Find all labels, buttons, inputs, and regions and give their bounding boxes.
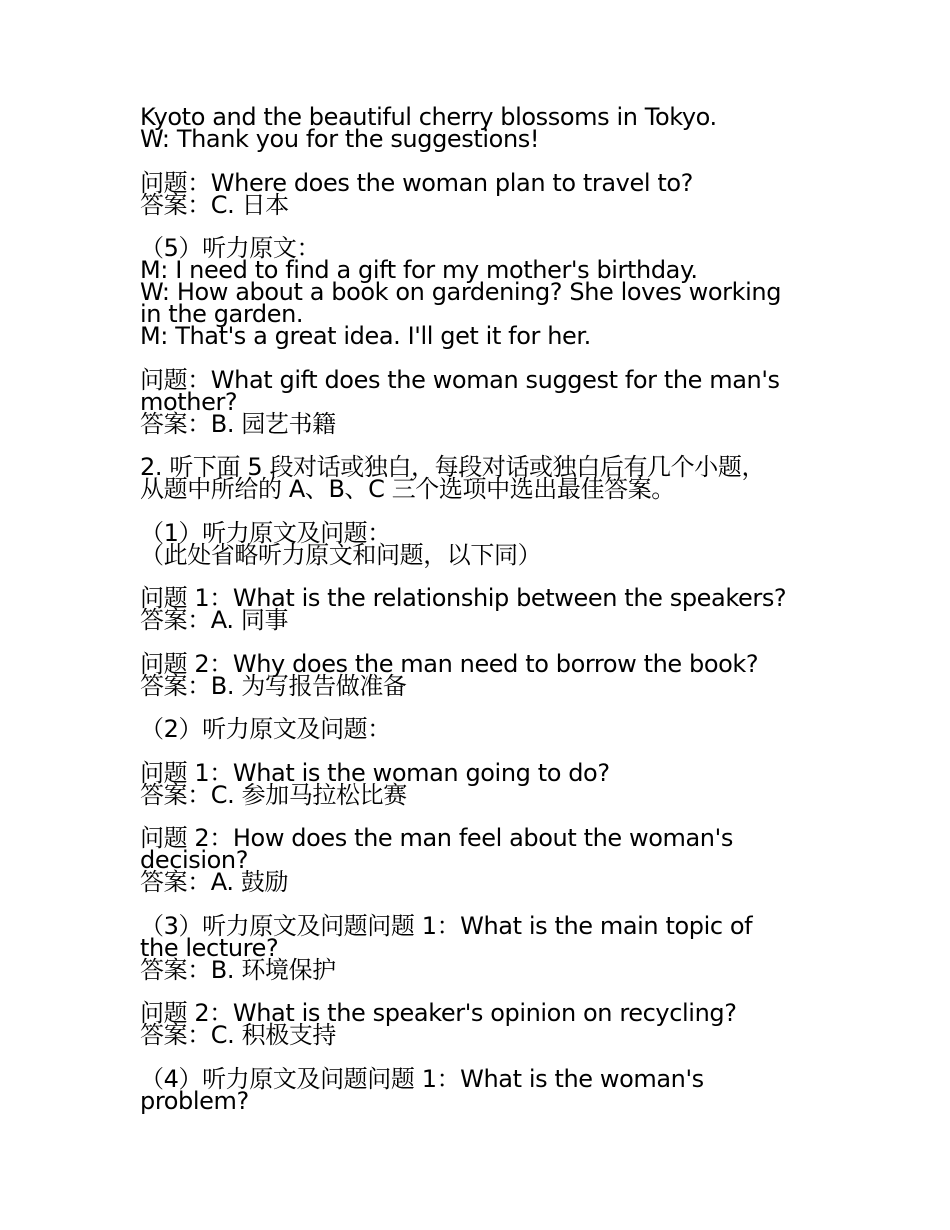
answer-line: 答案：C. 参加马拉松比赛 bbox=[140, 780, 407, 809]
question-line: 问题 2：What is the speaker's opinion on recycling? bbox=[140, 999, 737, 1027]
answer-line: 答案：B. 为写报告做准备 bbox=[140, 671, 407, 700]
text-line: W: Thank you for the suggestions! bbox=[140, 125, 540, 153]
instruction-line: 2. 听下面 5 段对话或独白，每段对话或独白后有几个小题， bbox=[140, 453, 766, 481]
section-heading: （5）听力原文： bbox=[140, 234, 321, 262]
answer-line: 答案：B. 园艺书籍 bbox=[140, 409, 336, 438]
text-line: M: I need to find a gift for my mother's birthday. bbox=[140, 256, 698, 284]
answer-line: 答案：C. 日本 bbox=[140, 190, 289, 219]
text-line: M: That's a great idea. I'll get it for her. bbox=[140, 322, 591, 350]
text-line: W: How about a book on gardening? She loves working bbox=[140, 278, 782, 306]
section-heading: （1）听力原文及问题： bbox=[140, 518, 391, 547]
answer-line: 答案：C. 积极支持 bbox=[140, 1021, 337, 1049]
section-heading: （4）听力原文及问题问题 1：What is the woman's bbox=[140, 1064, 704, 1093]
instruction-line: 从题中所给的 A、B、C 三个选项中选出最佳答案。 bbox=[140, 475, 675, 503]
text-line: in the garden. bbox=[140, 300, 304, 328]
answer-line: 答案：A. 同事 bbox=[140, 606, 289, 634]
question-line: 问题 2：How does the man feel about the woman's bbox=[140, 824, 733, 852]
question-line: 问题：Where does the woman plan to travel to? bbox=[140, 168, 693, 197]
text-line: （此处省略听力原文和问题，以下同） bbox=[140, 540, 542, 569]
question-line: 问题 2：Why does the man need to borrow the book? bbox=[140, 649, 759, 678]
question-line: mother? bbox=[140, 387, 238, 416]
question-line: the lecture? bbox=[140, 933, 279, 962]
answer-line: 答案：B. 环境保护 bbox=[140, 955, 336, 984]
question-line: 问题：What gift does the woman suggest for the man's bbox=[140, 365, 780, 394]
answer-line: 答案：A. 鼓励 bbox=[140, 868, 289, 896]
question-line: 问题 1：What is the relationship between the speakers? bbox=[140, 584, 787, 612]
section-heading: （2）听力原文及问题： bbox=[140, 715, 391, 743]
question-line: problem? bbox=[140, 1086, 249, 1115]
question-line: decision? bbox=[140, 846, 249, 874]
text-line: Kyoto and the beautiful cherry blossoms in Tokyo. bbox=[140, 103, 717, 131]
section-heading: （3）听力原文及问题问题 1：What is the main topic of bbox=[140, 911, 753, 940]
question-line: 问题 1：What is the woman going to do? bbox=[140, 758, 610, 787]
document-page bbox=[140, 103, 815, 1115]
